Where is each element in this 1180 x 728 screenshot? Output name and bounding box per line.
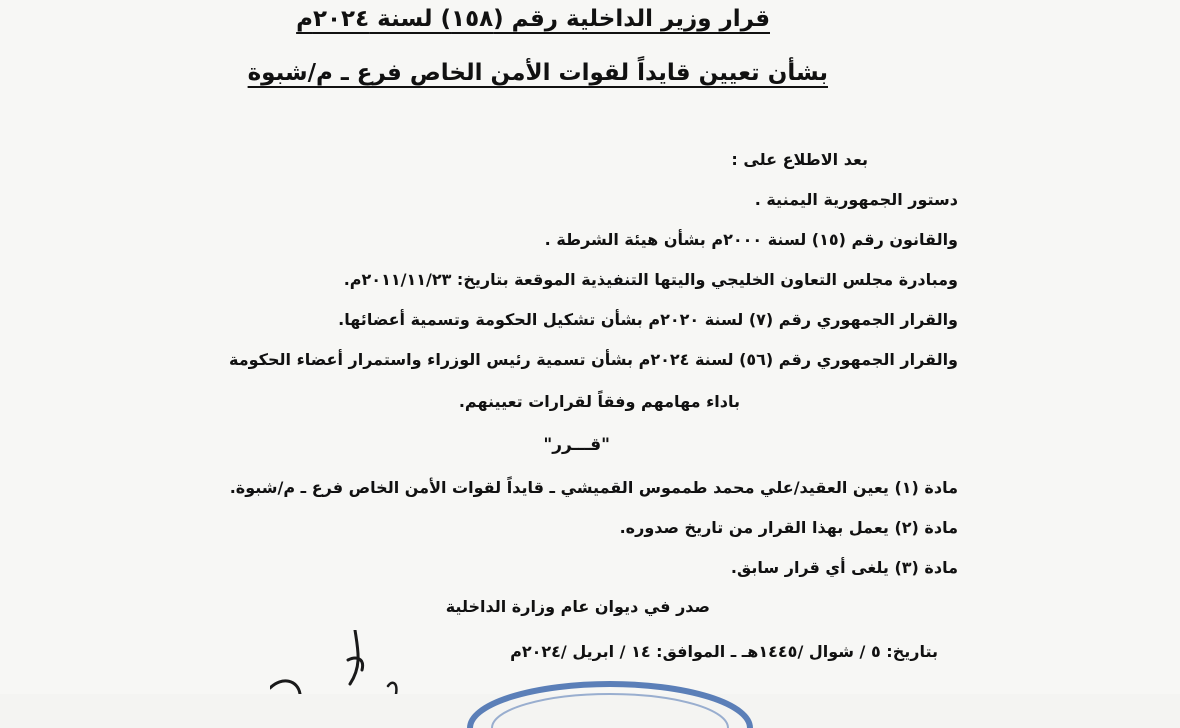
document-title: قرار وزير الداخلية رقم (١٥٨) لسنة ٢٠٢٤م <box>296 6 770 32</box>
preamble-heading: بعد الاطلاع على : <box>731 150 868 169</box>
document-subject: بشأن تعيين قايداً لقوات الأمن الخاص فرع ـ م/شبوة <box>247 60 828 86</box>
issued-at: صدر في ديوان عام وزارة الداخلية <box>445 597 710 616</box>
preamble-item-continuation: باداء مهامهم وفقاً لقرارات تعيينهم. <box>458 392 740 411</box>
decree-heading: "قـــرر" <box>543 435 610 455</box>
signature-mark <box>270 630 410 694</box>
preamble-item: دستور الجمهورية اليمنية . <box>754 190 958 209</box>
article: مادة (٢) يعمل بهذا القرار من تاريخ صدوره. <box>619 518 958 537</box>
article: مادة (١) يعين العقيد/علي محمد طمموس القميشي ـ قايداً لقوات الأمن الخاص فرع ـ م/شبوة. <box>229 478 958 497</box>
preamble-item: والقرار الجمهوري رقم (٥٦) لسنة ٢٠٢٤م بشأن تسمية رئيس الوزراء واستمرار أعضاء الحكومة <box>229 350 958 369</box>
official-stamp <box>460 668 760 728</box>
preamble-item: ومبادرة مجلس التعاون الخليجي واليتها التنفيذية الموقعة بتاريخ: ٢٠١١/١١/٢٣م. <box>343 270 958 289</box>
preamble-item: والقرار الجمهوري رقم (٧) لسنة ٢٠٢٠م بشأن تشكيل الحكومة وتسمية أعضائها. <box>338 310 958 329</box>
article: مادة (٣) يلغى أي قرار سابق. <box>730 558 958 577</box>
date-line: بتاريخ: ٥ / شوال /١٤٤٥هـ ـ الموافق: ١٤ / ابريل /٢٠٢٤م <box>510 642 938 661</box>
preamble-item: والقانون رقم (١٥) لسنة ٢٠٠٠م بشأن هيئة الشرطة . <box>544 230 958 249</box>
